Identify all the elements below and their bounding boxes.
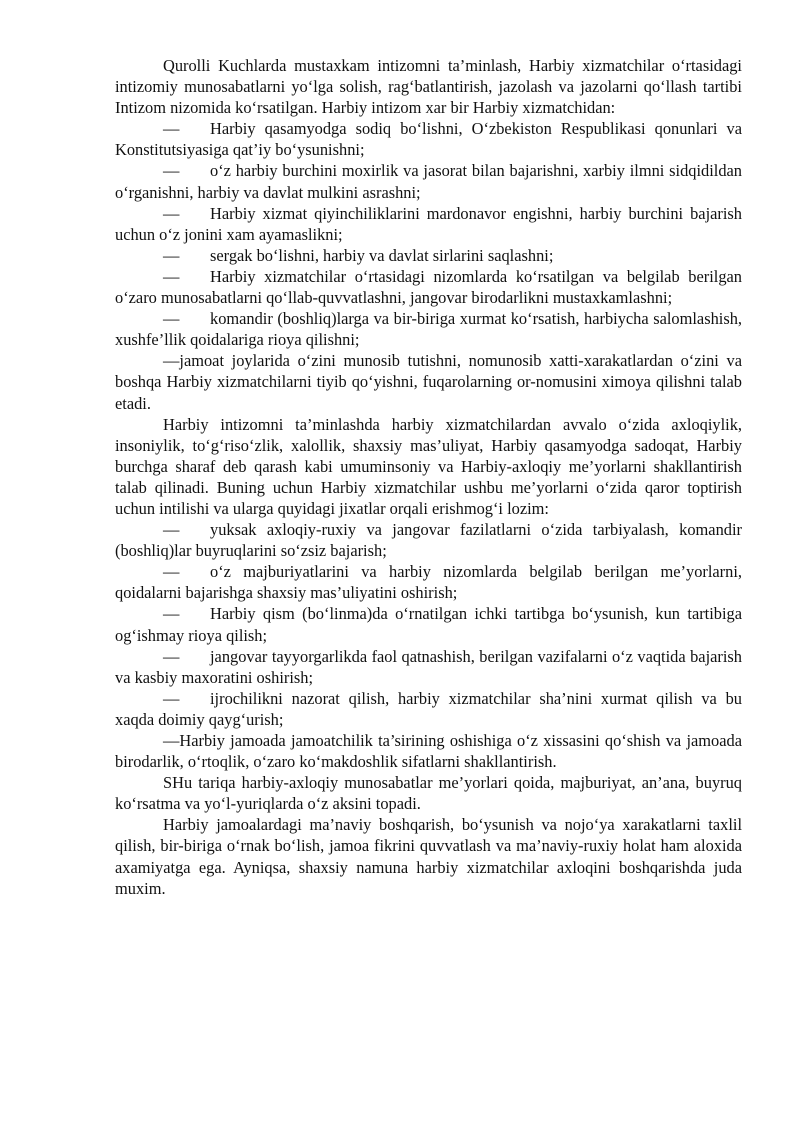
- list-item-text: Harbiy xizmat qiyinchiliklarini mardonavor engishni, harbiy burchini bajarish uchun o‘z jonini xam ayamaslikni;: [115, 203, 742, 244]
- document-page: [115, 55, 742, 899]
- list-item: [115, 688, 742, 730]
- list-item-text: komandir (boshliq)larga va bir-biriga xurmat ko‘rsatish, harbiycha salomlashish, xushfe’llik qoidalariga rioya qilishni;: [115, 309, 742, 350]
- dash-mark: —: [163, 203, 180, 223]
- dash-mark: —: [163, 646, 180, 666]
- list-item: [115, 308, 742, 350]
- dash-mark: —: [163, 604, 180, 624]
- paragraph-body: [115, 814, 742, 898]
- paragraph-text: Harbiy jamoalardagi ma’naviy boshqarish, bo‘ysunish va nojo‘ya xarakatlarni taxlil qilish, bir-biriga o‘rnak bo‘lish, jamoa fikrini quvvatlash va ma’naviy-ruxiy holat ham aloxida axamiyatga ega. Ayniqsa, shaxsiy namuna harbiy xizmatchilar axloqini boshqarishda juda muxim.: [115, 815, 742, 898]
- dash-mark: —: [163, 731, 180, 750]
- list-item: [115, 266, 742, 308]
- list-item-text: Harbiy qism (bo‘linma)da o‘rnatilgan ichki tartibga bo‘ysunish, kun tartibiga og‘ishmay rioya qilish;: [115, 604, 742, 645]
- list-item-text: sergak bo‘lishni, harbiy va davlat sirlarini saqlashni;: [210, 245, 554, 265]
- list-item: [115, 203, 742, 245]
- list-item: [115, 730, 742, 772]
- dash-mark: —: [163, 245, 180, 265]
- list-item-text: jamoat joylarida o‘zini munosib tutishni, nomunosib xatti-xarakatlardan o‘zini va boshqa Harbiy xizmatchilarni tiyib qo‘yishni, fuqarolarning or-nomusini ximoya qilishni talab etadi.: [115, 351, 742, 413]
- dash-mark: —: [163, 309, 180, 329]
- list-item: [115, 350, 742, 413]
- paragraph-text: Qurolli Kuchlarda mustaxkam intizomni ta’minlash, Harbiy xizmatchilar o‘rtasidagi intizomiy munosabatlarni yo‘lga solish, rag‘batlantirish, jazolash va jazolarni qo‘llash tartibi Intizom nizomida ko‘rsatilgan. Harbiy intizom xar bir Harbiy xizmatchidan:: [115, 56, 742, 118]
- dash-mark: —: [163, 119, 180, 139]
- dash-mark: —: [163, 520, 180, 540]
- paragraph-text: SHu tariqa harbiy-axloqiy munosabatlar me’yorlari qoida, majburiyat, an’ana, buyruq ko‘rsatma va yo‘l-yuriqlarda o‘z aksini topadi.: [115, 773, 742, 814]
- paragraph-body: [115, 414, 742, 519]
- paragraph-intro: [115, 55, 742, 118]
- dash-mark: —: [163, 562, 180, 582]
- list-item: [115, 519, 742, 561]
- list-item-text: o‘z harbiy burchini moxirlik va jasorat bilan bajarishni, xarbiy ilmni sidqidildan o‘rganishni, harbiy va davlat mulkini asrashni;: [115, 161, 742, 202]
- list-item: [115, 561, 742, 603]
- list-item: [115, 646, 742, 688]
- dash-mark: —: [163, 351, 180, 371]
- list-item-text: Harbiy xizmatchilar o‘rtasidagi nizomlarda ko‘rsatilgan va belgilab berilgan o‘zaro munosabatlarni qo‘llab-quvvatlashni, jangovar birodarlikni mustaxkamlashni;: [115, 266, 742, 308]
- list-item-text: o‘z majburiyatlarini va harbiy nizomlarda belgilab berilgan me’yorlarni, qoidalarni bajarishga shaxsiy mas’uliyatini oshirish;: [115, 562, 742, 603]
- list-item-text: jangovar tayyorgarlikda faol qatnashish, berilgan vazifalarni o‘z vaqtida bajarish va kasbiy maxoratini oshirish;: [115, 646, 742, 687]
- list-item: [115, 118, 742, 160]
- list-item-text: ijrochilikni nazorat qilish, harbiy xizmatchilar sha’nini xurmat qilish va bu xaqda doimiy qayg‘urish;: [115, 688, 742, 729]
- dash-mark: —: [163, 266, 180, 286]
- list-item: [115, 245, 742, 266]
- list-item-text: Harbiy qasamyodga sodiq bo‘lishni, O‘zbekiston Respublikasi qonunlari va Konstitutsiyasiga qat’iy bo‘ysunishni;: [115, 119, 742, 160]
- dash-mark: —: [163, 161, 180, 181]
- dash-mark: —: [163, 688, 180, 708]
- list-item-text: yuksak axloqiy-ruxiy va jangovar fazilatlarni o‘zida tarbiyalash, komandir (boshliq)lar buyruqlarini so‘zsiz bajarish;: [115, 520, 742, 561]
- list-item: [115, 160, 742, 202]
- paragraph-text: Harbiy intizomni ta’minlashda harbiy xizmatchilardan avvalo o‘zida axloqiylik, insoniylik, to‘g‘riso‘zlik, xalollik, shaxsiy mas’uliyat, Harbiy qasamyodga sadoqat, Harbiy burchga sharaf deb qarash kabi umuminsoniy va Harbiy-axloqiy me’yorlarni shakllantirish talab qilinadi. Buning uchun Harbiy xizmatchilar ushbu me’yorlarni o‘zida qaror toptirish uchun intilishi va ularga quyidagi jixatlar orqali erishmog‘i lozim:: [115, 414, 742, 518]
- list-item-text: Harbiy jamoada jamoatchilik ta’sirining oshishiga o‘z xissasini qo‘shish va jamoada birodarlik, o‘rtoqlik, o‘zaro ko‘makdoshlik sifatlarni shakllantirish.: [115, 731, 742, 772]
- list-item: [115, 603, 742, 645]
- paragraph-body: [115, 772, 742, 814]
